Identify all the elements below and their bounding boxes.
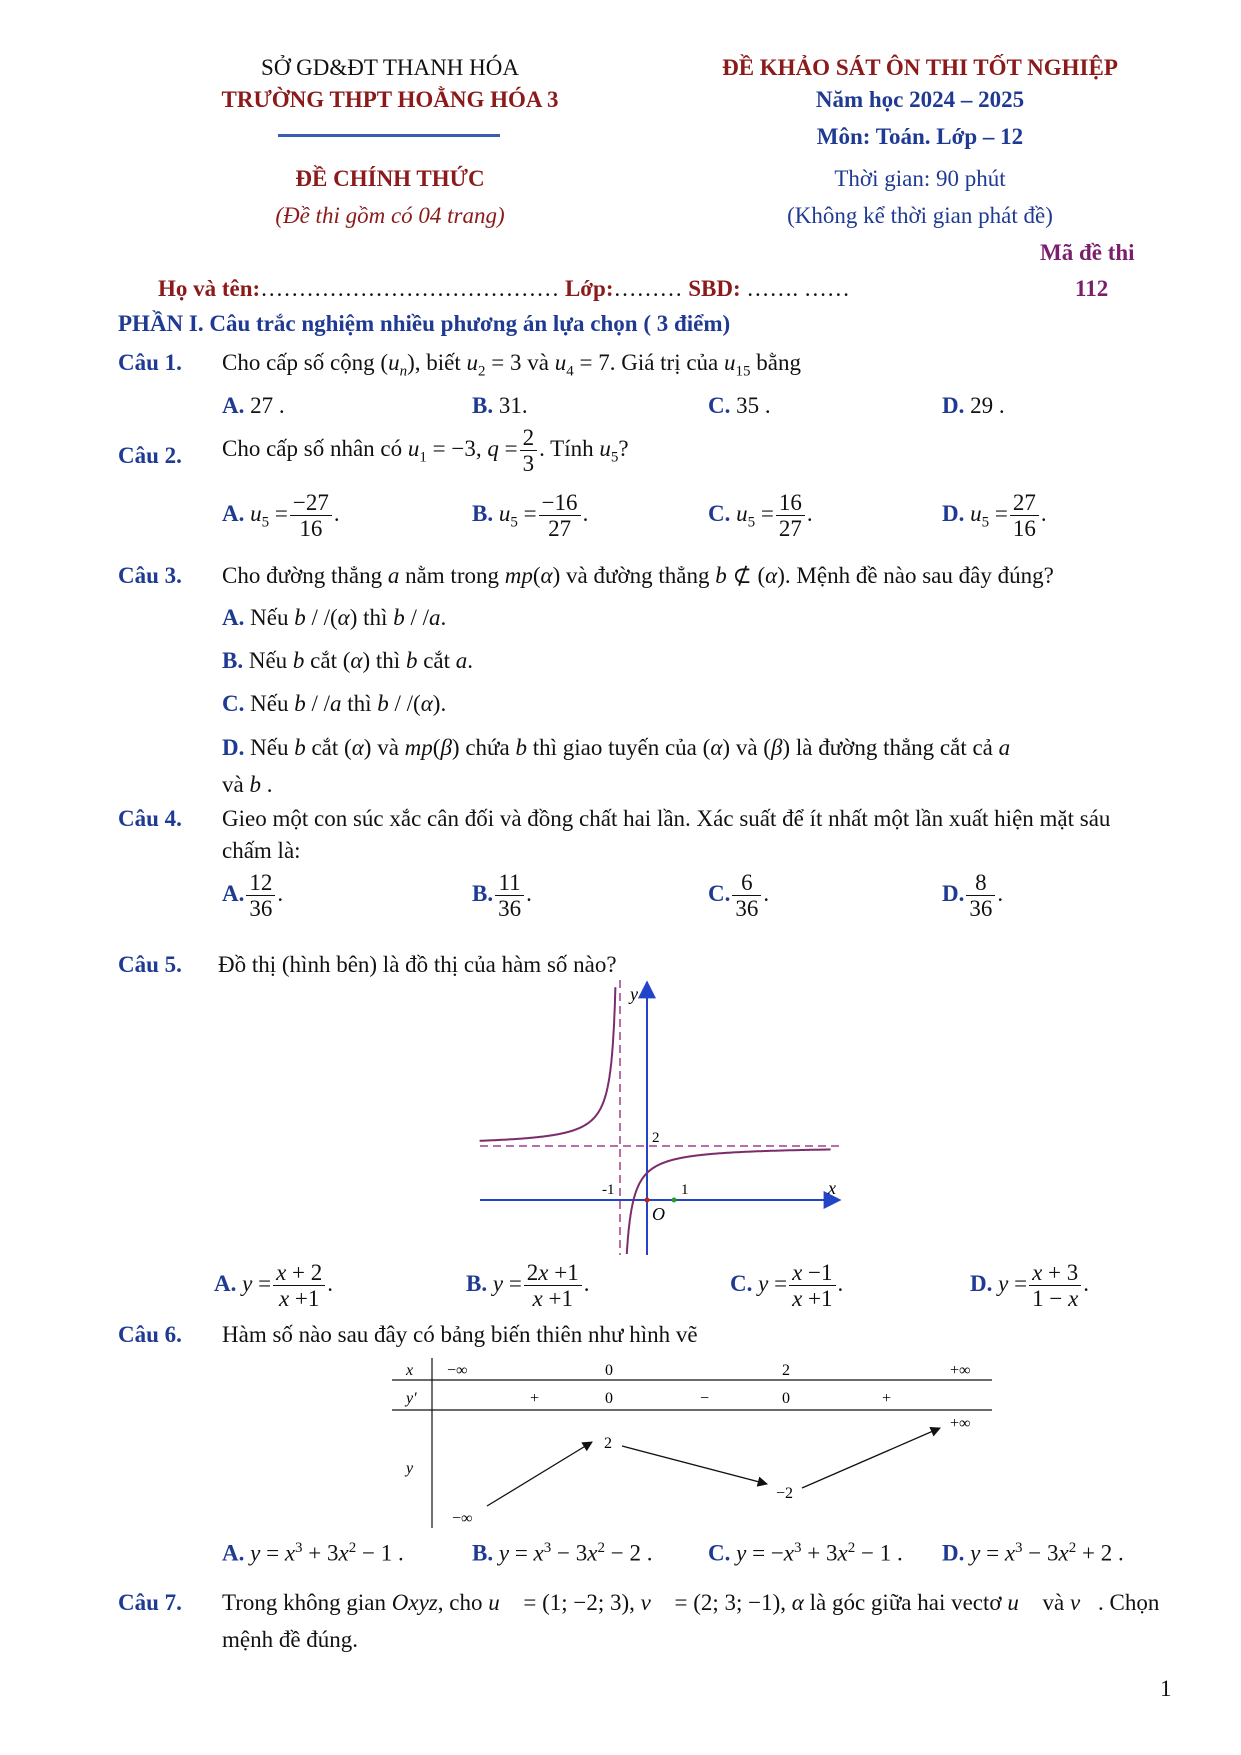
- q3-option-a[interactable]: A. Nếu b / /(α) thì b / /a.: [222, 605, 447, 630]
- sbd-field[interactable]: ……. ……: [740, 276, 850, 301]
- q4-option-d[interactable]: D. $\frac{8}{36}$ .: [942, 870, 1004, 922]
- table-y-label: y: [406, 1460, 414, 1477]
- q1-option-a[interactable]: A. 27 .: [222, 393, 285, 418]
- q1-option-c[interactable]: C. 35 .: [708, 393, 771, 418]
- tick-label-2: 2: [652, 1130, 660, 1146]
- question-5-text: Đồ thị (hình bên) là đồ thị của hàm số nào?: [218, 952, 617, 977]
- question-5-label: Câu 5.: [118, 952, 182, 977]
- point-x-1: [672, 1198, 677, 1203]
- header-underline: [278, 134, 500, 137]
- table-yp-value-4: 0: [782, 1390, 790, 1407]
- q6-option-b[interactable]: B. $y = x^3 - 3x^2 - 2$ .: [472, 1540, 653, 1566]
- sbd-label: SBD:: [688, 276, 741, 301]
- q1-option-d[interactable]: D. 29 .: [942, 393, 1005, 418]
- question-3-label: Câu 3.: [118, 563, 182, 588]
- table-yp-value-3: −: [700, 1390, 710, 1407]
- table-x-value-4: +∞: [950, 1362, 971, 1379]
- q5-option-c[interactable]: C. y = $\frac{x -1}{x +1}$ .: [730, 1260, 844, 1312]
- question-4-text: Gieo một con súc xắc cân đối và đồng chất hai lần. Xác suất để ít nhất một lần xuất hiện mặt sáu: [222, 806, 1111, 831]
- duration-note: (Không kể thời gian phát đề): [787, 203, 1053, 228]
- q5-option-b[interactable]: B. y = $\frac{2x +1}{x +1}$ .: [466, 1260, 590, 1312]
- name-label: Họ và tên:: [158, 276, 261, 301]
- q5-option-d[interactable]: D. y = $\frac{x + 3}{1 - x}$ .: [970, 1260, 1090, 1312]
- page-number: 1: [1160, 1676, 1172, 1701]
- q5-option-a[interactable]: A. y = $\frac{x + 2}{x +1}$ .: [214, 1260, 334, 1312]
- question-6-text: Hàm số nào sau đây có bảng biến thiên như hình vẽ: [222, 1322, 698, 1347]
- tick-label-minus-1: -1: [602, 1182, 615, 1198]
- q3-option-d-continued: và b .: [222, 772, 273, 797]
- table-yp-value-2: 0: [605, 1390, 613, 1407]
- q4-option-b[interactable]: B. $\frac{11}{36}$ .: [472, 870, 532, 922]
- curve-left-branch: [480, 987, 616, 1141]
- table-y-value-2: 2: [604, 1435, 612, 1452]
- tick-label-1: 1: [681, 1182, 689, 1198]
- increase-arrow-1: [487, 1442, 592, 1506]
- table-yp-label: y′: [406, 1390, 417, 1407]
- q2-option-d[interactable]: D. $u_5$ = $\frac{27}{16}$ .: [942, 490, 1047, 542]
- table-x-value-3: 2: [782, 1362, 790, 1379]
- page-count-note: (Đề thi gồm có 04 trang): [275, 203, 505, 228]
- curve-right-branch: [627, 1150, 831, 1255]
- q4-option-c[interactable]: C. $\frac{6}{36}$ .: [708, 870, 770, 922]
- function-graph: [478, 980, 848, 1260]
- q6-option-d[interactable]: D. $y = x^3 - 3x^2 + 2$ .: [942, 1540, 1124, 1566]
- origin-label: O: [652, 1204, 665, 1224]
- table-y-value-1: −∞: [452, 1510, 473, 1527]
- increase-arrow-2: [802, 1428, 940, 1488]
- school-year: Năm học 2024 – 2025: [815, 87, 1025, 112]
- question-1-label: Câu 1.: [118, 350, 182, 375]
- table-y-value-4: +∞: [950, 1415, 971, 1432]
- table-y-value-3: −2: [776, 1485, 794, 1502]
- class-label: Lớp:: [564, 276, 614, 301]
- q6-option-c[interactable]: C. $y = -x^3 + 3x^2 - 1$ .: [708, 1540, 903, 1566]
- name-field[interactable]: …………………………………: [260, 276, 560, 301]
- question-3-text: Cho đường thẳng a nằm trong mp(α) và đường thẳng b ⊄ (α). Mệnh đề nào sau đây đúng?: [222, 563, 1054, 588]
- question-4-label: Câu 4.: [118, 806, 182, 831]
- question-7-label: Câu 7.: [118, 1590, 182, 1615]
- exam-title: ĐỀ KHẢO SÁT ÔN THI TỐT NGHIỆP: [722, 55, 1118, 80]
- question-4-text-line2: chấm là:: [222, 838, 301, 863]
- q2-option-b[interactable]: B. $u_5$ = $\frac{-16}{27}$ .: [472, 490, 589, 542]
- question-6-label: Câu 6.: [118, 1322, 182, 1347]
- q4-option-a[interactable]: A. $\frac{12}{36}$ .: [222, 870, 284, 922]
- table-x-label: x: [406, 1362, 414, 1379]
- table-yp-value-5: +: [882, 1390, 892, 1407]
- x-axis-label: x: [828, 1178, 836, 1198]
- subject: Môn: Toán. Lớp – 12: [816, 124, 1024, 149]
- variation-table: [392, 1358, 992, 1530]
- origin-point: [645, 1198, 650, 1203]
- student-info-line: [158, 276, 850, 302]
- q3-option-d[interactable]: D. Nếu b cắt (α) và mp(β) chứa b thì giao tuyến của (α) và (β) là đường thẳng cắt cả a: [222, 735, 1011, 760]
- q3-option-c[interactable]: C. Nếu b / /a thì b / /(α).: [222, 691, 447, 716]
- table-x-value-2: 0: [605, 1362, 613, 1379]
- section-title: PHẦN I. Câu trắc nghiệm nhiều phương án lựa chọn ( 3 điểm): [118, 311, 731, 336]
- class-field[interactable]: ………: [613, 276, 683, 301]
- school-name: TRƯỜNG THPT HOẰNG HÓA 3: [221, 87, 559, 112]
- question-7-text: Trong không gian Oxyz, cho u⃗ = (1; −2; 3), v⃗ = (2; 3; −1), α là góc giữa hai vectơ u⃗ và v⃗. Chọn: [222, 1590, 1160, 1615]
- q1-option-b[interactable]: B. 31.: [472, 393, 528, 418]
- exam-code-value: 112: [1075, 276, 1109, 301]
- q2-option-a[interactable]: A. $u_5$ = $\frac{-27}{16}$ .: [222, 490, 340, 542]
- school-department: SỞ GD&ĐT THANH HÓA: [261, 55, 519, 80]
- question-1-text: Cho cấp số cộng $(u_n)$, biết $u_2 = 3$ và $u_4 = 7$. Giá trị của $u_{15}$ bằng: [222, 350, 801, 380]
- question-2-text: Cho cấp số nhân có $u_1 = -3$, q = $\frac{2}{3}$ . Tính $u_5$?: [222, 425, 629, 477]
- question-2-label: Câu 2.: [118, 443, 182, 468]
- exam-code-label: Mã đề thi: [1040, 240, 1135, 265]
- q3-option-b[interactable]: B. Nếu b cắt (α) thì b cắt a.: [222, 648, 473, 673]
- decrease-arrow: [622, 1446, 767, 1484]
- duration: Thời gian: 90 phút: [834, 166, 1006, 191]
- official-label: ĐỀ CHÍNH THỨC: [295, 166, 485, 191]
- q6-option-a[interactable]: A. $y = x^3 + 3x^2 - 1$ .: [222, 1540, 404, 1566]
- y-axis-label: y: [630, 984, 638, 1004]
- table-yp-value-1: +: [530, 1390, 540, 1407]
- table-x-value-1: −∞: [447, 1362, 468, 1379]
- q2-option-c[interactable]: C. $u_5$ = $\frac{16}{27}$ .: [708, 490, 813, 542]
- question-7-text-line2: mệnh đề đúng.: [222, 1627, 359, 1652]
